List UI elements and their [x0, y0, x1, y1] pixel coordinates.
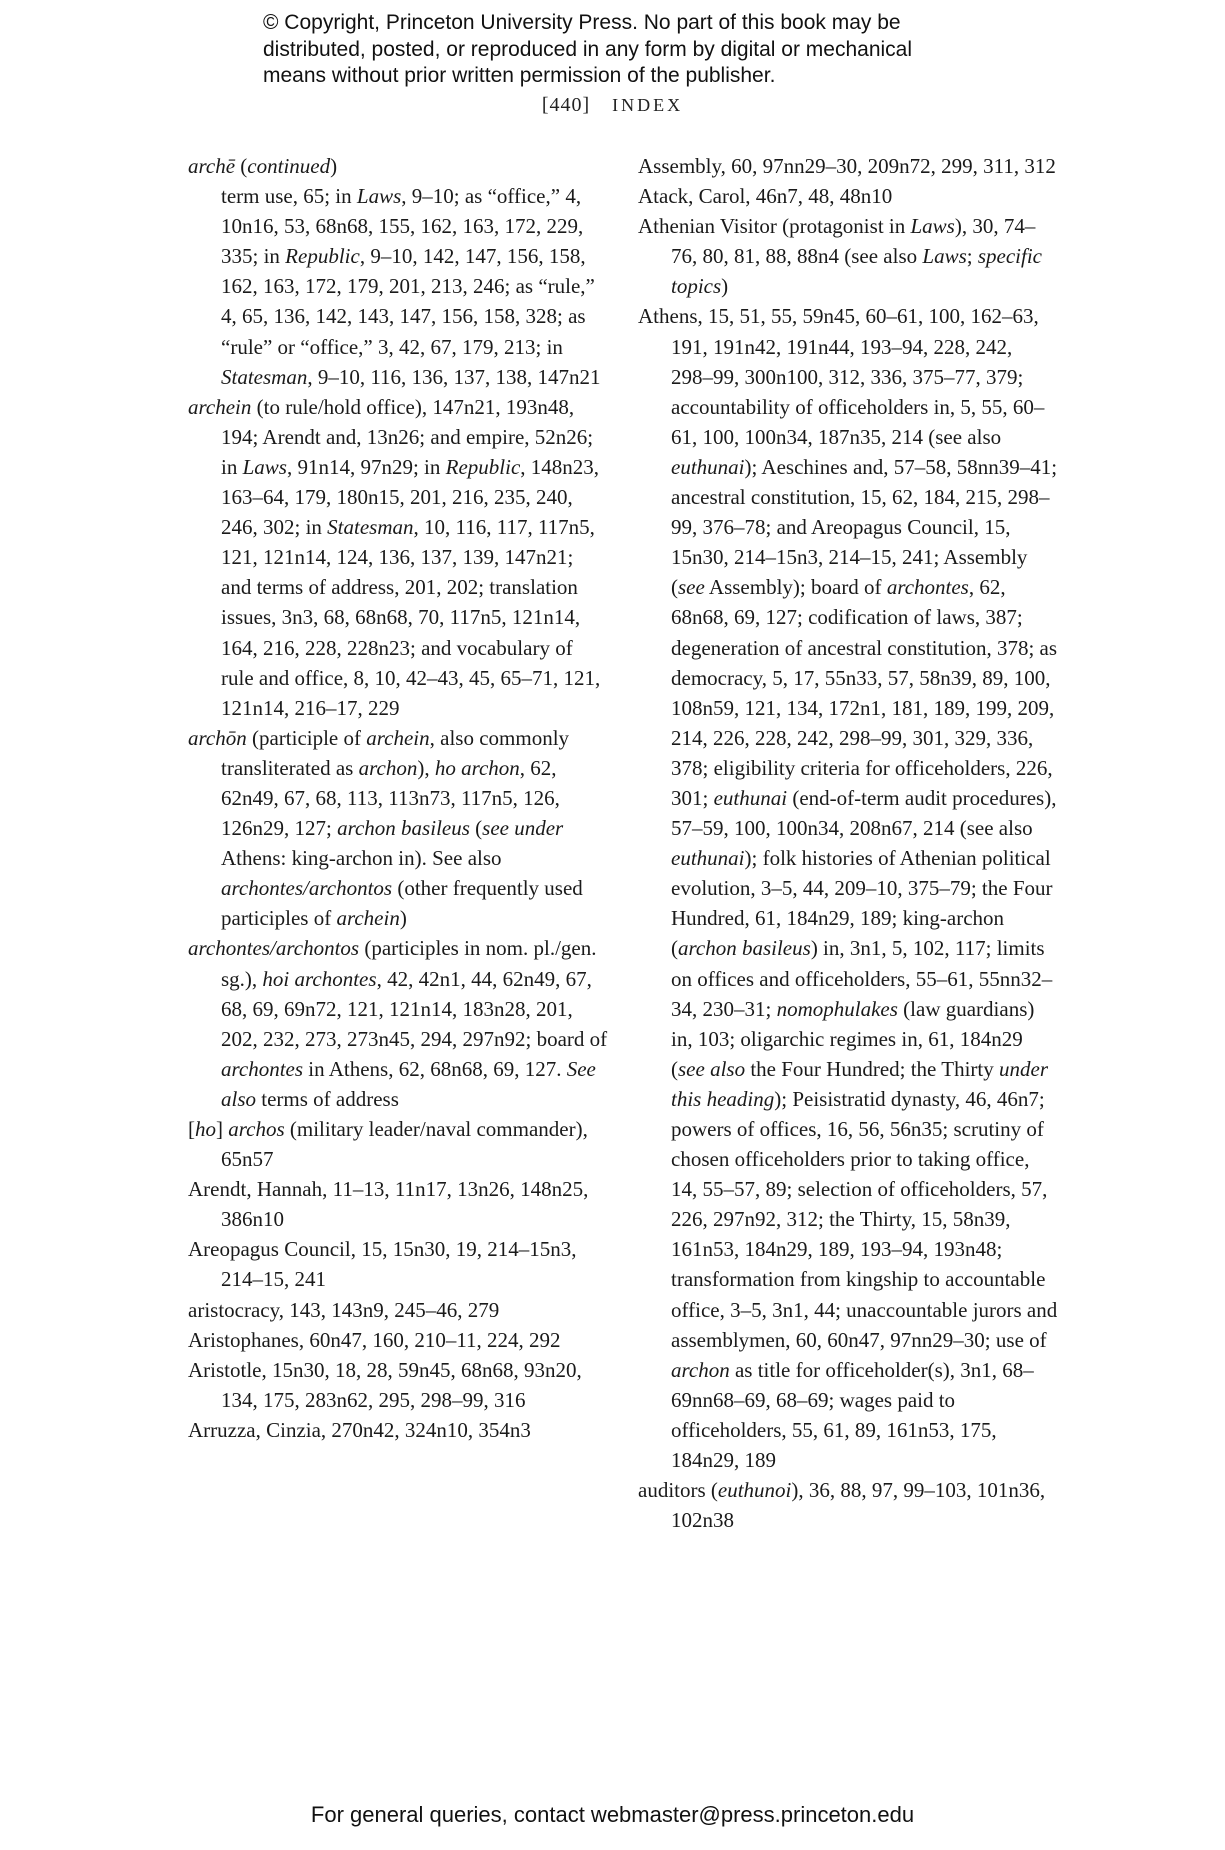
index-entry [638, 211, 1058, 301]
entry-text: , 148n23, 163–64, 179, 180n15, 201, 216, 235, 240, 246, 302; in [221, 454, 600, 540]
entry-text: see [678, 575, 705, 600]
index-entry [638, 151, 1058, 181]
entry-text: , 9–10; as “office,” 4, 10n16, 53, 68n68, 155, 162, 163, 172, 229, 335; in [221, 184, 584, 269]
entry-text: ); Peisistratid dynasty, 46, 46n7; powers of offices, 16, 56, 56n35; scrutiny of chosen officeholders prior to taking office, 14, 55–57, 89; selection of officeholders, 57, 226, 297n92, 312; the Thirty, 15, 58n39, 161n53, 184n29, 189, 193–94, 193n48; transformation from kingship to accountable office, 3–5, 3n1, 44; unaccountable jurors and assemblymen, 60, 60n47, 97nn29–30; use of [671, 1086, 1058, 1352]
entry-text: [ [188, 1117, 195, 1141]
index-entry [188, 1415, 608, 1445]
index-entry [188, 392, 608, 723]
entry-text: Aristophanes, 60n47, 160, 210–11, 224, 292 [188, 1327, 561, 1352]
entry-text: (participle of [246, 725, 367, 750]
entry-text: Laws [356, 184, 402, 209]
entry-text: terms of address [256, 1086, 399, 1111]
entry-text: archein [336, 906, 400, 931]
copyright-line: distributed, posted, or reproduced in any form by digital or mechanical [263, 37, 913, 61]
entry-text: the Four Hundred; the Thirty [745, 1056, 999, 1081]
entry-text: (other frequently used participles of [221, 876, 583, 931]
index-heading [188, 151, 608, 181]
entry-text: ), [417, 755, 435, 780]
entry-text: nomophulakes [776, 996, 898, 1021]
entry-text: (law guardians) in, 103; oligarchic regimes in, 61, 184n29 ( [671, 996, 1035, 1081]
entry-text: Athens: king-archon in). See also [221, 846, 502, 871]
index-entry [188, 1234, 608, 1294]
footer-contact: For general queries, contact webmaster@press.princeton.edu [310, 1802, 915, 1827]
entry-text: Aristotle, 15n30, 18, 28, 59n45, 68n68, 93n20, 134, 175, 283n62, 295, 298–99, 316 [188, 1357, 582, 1412]
entry-text: archōn [188, 725, 247, 750]
entry-text: ho [195, 1117, 216, 1141]
entry-text: Republic [445, 454, 521, 479]
entry-text: archon [358, 755, 418, 780]
entry-text: ), 36, 88, 97, 99–103, 101n36, 102n38 [671, 1478, 1046, 1533]
entry-text: in Athens, 62, 68n68, 69, 127. [303, 1056, 567, 1081]
entry-text: archos [228, 1117, 285, 1141]
index-entry [188, 933, 608, 1114]
entry-text: euthunai [671, 846, 745, 871]
entry-text: Assembly); board of [704, 575, 887, 600]
entry-text: term use, 65; in [221, 184, 357, 209]
entry-text: archontes/archontos [188, 936, 360, 961]
entry-text: archon basileus [678, 936, 811, 961]
index-column-right [638, 151, 1058, 1535]
entry-text: archontes [886, 575, 969, 600]
index-entry [188, 1174, 608, 1234]
copyright-notice [263, 10, 1003, 90]
index-column-left [188, 151, 608, 1445]
entry-text: Laws [910, 214, 955, 239]
entry-text: see also [678, 1056, 746, 1081]
entry-text: Arruzza, Cinzia, 270n42, 324n10, 354n3 [188, 1417, 531, 1442]
entry-text: ); folk histories of Athenian political evolution, 3–5, 44, 209–10, 375–79; the Four Hundred, 61, 184n29, 189; king-archon ( [671, 846, 1053, 961]
entry-text: archein [366, 725, 430, 750]
entry-text: continued [247, 154, 331, 178]
entry-text: archon basileus [337, 816, 470, 841]
entry-text: euthunoi [717, 1478, 792, 1503]
entry-text: archein [188, 394, 252, 419]
index-subentry [188, 181, 608, 392]
entry-text: (end-of-term audit procedures), 57–59, 100, 100n34, 208n67, 214 (see also [671, 785, 1057, 841]
entry-text: , 62, 62n49, 67, 68, 113, 113n73, 117n5, 126, 126n29, 127; [221, 755, 560, 841]
entry-text: euthunai [671, 454, 745, 479]
entry-text: ) in, 3n1, 5, 102, 117; limits on offices and officeholders, 55–61, 55nn32–34, 230–31; [671, 936, 1053, 1021]
entry-text: ) [399, 906, 407, 931]
entry-text: ) [330, 154, 338, 178]
entry-text: archon [671, 1357, 730, 1382]
entry-text: (to rule/hold office), 147n21, 193n48, 194; Arendt and, 13n26; and empire, 52n26; in [221, 394, 594, 479]
entry-text: , 9–10, 116, 136, 137, 138, 147n21 [307, 364, 601, 389]
entry-text: ); Aeschines and, 57–58, 58nn39–41; ancestral constitution, 15, 62, 184, 215, 298–99, 376–78; and Areopagus Council, 15, 15n30, 214–15n3, 214–15, 241; Assembly ( [671, 454, 1058, 600]
entry-text: ), 30, 74–76, 80, 81, 88, 88n4 (see also [671, 214, 1036, 269]
entry-text: archē [188, 154, 236, 178]
entry-text: ] [216, 1117, 229, 1141]
entry-text: , 10, 116, 117, 117n5, 121, 121n14, 124, 136, 137, 139, 147n21; and terms of address, 201, 202; translation issues, 3n3, 68, 68n68, 70, 117n5, 121n14, 164, 216, 228, 228n23; and vocabulary of rule and office, 8, 10, 42–43, 45, 65–71, 121, 121n14, 216–17, 229 [221, 515, 601, 720]
entry-text: Laws [242, 454, 287, 479]
entry-text: euthunai [713, 785, 788, 810]
entry-text: hoi archontes [262, 966, 377, 991]
entry-text: (participles in nom. pl./gen. sg.), [221, 936, 597, 991]
entry-text: (military leader/naval commander), 65n57 [221, 1117, 588, 1172]
index-entry [188, 1325, 608, 1355]
entry-text: ( [235, 154, 248, 178]
entry-text: , 62, 68n68, 69, 127; codification of laws, 387; degeneration of ancestral constitution, 378; as democracy, 5, 17, 55n33, 57, 58n39, 89, 100, 108n59, 121, 134, 172n1, 181, 189, 199, 209, 214, 226, 228, 242, 298–99, 301, 329, 336, 378; eligibility criteria for officeholders, 226, 301; [671, 575, 1058, 810]
running-head-title: INDEX [612, 95, 684, 115]
entry-text: archontes [221, 1056, 304, 1081]
index-entry [188, 1295, 608, 1325]
index-entry [188, 723, 608, 934]
index-entry [638, 1475, 1058, 1535]
copyright-line: means without prior written permission of the publisher. [263, 64, 776, 87]
entry-text: ( [469, 816, 483, 841]
entry-text: ho archon [434, 755, 520, 780]
entry-text: Laws [922, 244, 967, 269]
entry-text: ) [721, 274, 729, 299]
entry-text: auditors ( [638, 1478, 718, 1503]
entry-text: , 91n14, 97n29; in [286, 454, 446, 479]
entry-text: Athens, 15, 51, 55, 59n45, 60–61, 100, 162–63, 191, 191n42, 191n44, 193–94, 228, 242, 298–99, 300n100, 312, 336, 375–77, 379; accountability of officeholders in, 5, 55, 60–61, 100, 100n34, 187n35, 214 (see also [638, 304, 1045, 449]
entry-text: Statesman [221, 364, 308, 389]
entry-text: specific topics [671, 244, 1042, 299]
page-number: [440] [541, 94, 591, 116]
entry-text: , also commonly transliterated as [221, 725, 570, 780]
entry-text: Athenian Visitor (protagonist in [638, 214, 911, 239]
entry-text: , 42, 42n1, 44, 62n49, 67, 68, 69, 69n72, 121, 121n14, 183n28, 201, 202, 232, 273, 273n45, 294, 297n92; board of [221, 966, 608, 1051]
entry-text: aristocracy, 143, 143n9, 245–46, 279 [188, 1297, 500, 1322]
index-entry [188, 1114, 608, 1174]
entry-text: Areopagus Council, 15, 15n30, 19, 214–15n3, 214–15, 241 [188, 1237, 577, 1292]
entry-text: Assembly, 60, 97nn29–30, 209n72, 299, 311, 312 [638, 154, 1056, 178]
index-entry [638, 301, 1058, 1475]
index-entry [188, 1355, 608, 1415]
entry-text: Statesman [327, 515, 414, 540]
entry-text: Atack, Carol, 46n7, 48, 48n10 [638, 184, 893, 209]
entry-text: archontes/archontos [221, 876, 393, 901]
entry-text: Republic [285, 244, 360, 269]
entry-text: Arendt, Hannah, 11–13, 11n17, 13n26, 148n25, 386n10 [188, 1177, 589, 1232]
entry-text: under this heading [671, 1056, 1048, 1111]
entry-text: as title for officeholder(s), 3n1, 68–69nn68–69, 68–69; wages paid to officeholders, 55, 61, 89, 161n53, 175, 184n29, 189 [671, 1357, 1034, 1473]
running-head [0, 94, 1225, 117]
index-entry [638, 181, 1058, 211]
copyright-line: © Copyright, Princeton University Press. No part of this book may be [263, 11, 901, 34]
entry-text: , 9–10, 142, 147, 156, 158, 162, 163, 172, 179, 201, 213, 246; as “rule,” 4, 65, 136, 142, 143, 147, 156, 158, 328; as “rule” or “office,” 3, 42, 67, 179, 213; in [221, 244, 595, 359]
entry-text: ; [966, 244, 978, 269]
entry-text: see under [482, 816, 564, 841]
entry-text: See also [221, 1056, 596, 1111]
